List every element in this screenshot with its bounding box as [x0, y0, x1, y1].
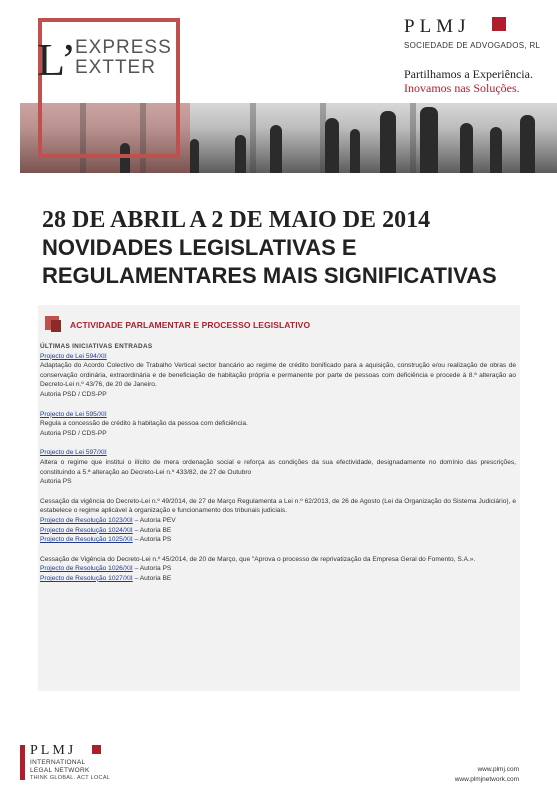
- section-subheading: ÚLTIMAS INICIATIVAS ENTRADAS: [40, 343, 153, 350]
- resolution-link[interactable]: Projecto de Resolução 1026/XII: [40, 565, 133, 573]
- initiative-link[interactable]: Projecto de Lei 597/XII: [40, 449, 107, 457]
- photo-silhouette: [490, 127, 502, 173]
- header: [0, 0, 557, 175]
- resolution-group-description: Cessação da vigência do Decreto-Lei n.º 49/2014, de 27 de Março Regulamenta a Lei n.º 62/2013, de 26 de Agosto (Lei da Organização do Sistema Judiciário), e estabelece o regime aplicável à organização e funcionamento dos tribunais judiciais.: [40, 497, 516, 515]
- initiative-link[interactable]: Projecto de Lei 594/XII: [40, 352, 107, 360]
- footer-url-plmj[interactable]: www.plmj.com: [477, 766, 519, 773]
- page-title: [42, 206, 522, 290]
- footer-logo: PLMJ: [30, 743, 77, 758]
- initiative-author: Autoria PSD / CDS-PP: [40, 390, 107, 398]
- resolution-row: [40, 564, 516, 574]
- resolution-row: [40, 574, 516, 584]
- photo-silhouette: [380, 111, 396, 173]
- firm-logo: PLMJ: [404, 16, 471, 37]
- resolution-link[interactable]: Projecto de Resolução 1023/XII: [40, 516, 133, 524]
- resolution-author: – Autoria BE: [132, 526, 172, 534]
- tagline-experience: Partilhamos a Experiência.: [404, 67, 533, 81]
- logo-letter: L’: [37, 34, 77, 85]
- initiative-item: [40, 448, 516, 486]
- footer-logo-square: [92, 745, 101, 754]
- title-line-3: REGULAMENTARES MAIS SIGNIFICATIVAS: [42, 263, 497, 288]
- photo-silhouette: [420, 107, 438, 173]
- resolution-row: [40, 535, 516, 545]
- section-heading: ACTIVIDADE PARLAMENTAR E PROCESSO LEGISLATIVO: [70, 320, 311, 330]
- initiative-item: [40, 410, 516, 439]
- initiative-description: Regula a concessão de crédito à habitação da pessoa com deficiência.: [40, 420, 248, 428]
- photo-silhouette: [520, 115, 535, 173]
- footer-network-line2: LEGAL NETWORK: [30, 767, 90, 774]
- photo-silhouette: [190, 139, 199, 173]
- logo-word-express: EXPRESS: [75, 37, 172, 58]
- resolution-author: – Autoria PS: [132, 565, 172, 573]
- resolution-author: – Autoria PS: [132, 536, 172, 544]
- firm-logo-square: [492, 17, 506, 31]
- photo-silhouette: [350, 129, 360, 173]
- initiative-author: Autoria PS: [40, 478, 72, 486]
- firm-subtitle: SOCIEDADE DE ADVOGADOS, RL: [404, 41, 541, 50]
- resolution-row: [40, 526, 516, 536]
- photo-beam: [410, 103, 416, 173]
- tagline-solutions: Inovamos nas Soluções.: [404, 81, 520, 95]
- resolution-link[interactable]: Projecto de Resolução 1027/XII: [40, 574, 133, 582]
- footer-network-line1: INTERNATIONAL: [30, 759, 86, 766]
- initiative-description: Adaptação do Acordo Colectivo de Trabalho Vertical sector bancário ao regime de crédito bonificado para a aquisição, construção e/ou realização de obras de conservação ordinária, extraordinária e de beneficiação de habitação própria e permanente por parte de pessoas com deficiência e procede à 8.ª alteração ao Decreto-Lei n.º 43/76, de 20 de Janeiro.: [40, 362, 516, 389]
- initiative-description: Altera o regime que institui o ilícito de mera ordenação social e reforça as condições da sua efectividade, designadamente no domínio das prescrições, constituindo a 5.ª alteração ao Decreto-Lei n.º 433/82, de 27 de Outubro: [40, 458, 516, 476]
- photo-silhouette: [270, 125, 282, 173]
- section-body: [40, 342, 516, 583]
- title-dates: 28 DE ABRIL A 2 DE MAIO DE 2014: [42, 207, 431, 233]
- initiative-author: Autoria PSD / CDS-PP: [40, 429, 107, 437]
- section-marker-shadow: [51, 320, 61, 332]
- photo-silhouette: [325, 118, 339, 173]
- resolution-row: [40, 516, 516, 526]
- initiative-link[interactable]: Projecto de Lei 595/XII: [40, 410, 107, 418]
- photo-beam: [250, 103, 256, 173]
- photo-silhouette: [235, 135, 246, 173]
- resolution-group: [40, 555, 516, 584]
- photo-silhouette: [460, 123, 473, 173]
- logo-word-exter: EXTTER: [75, 57, 156, 78]
- resolution-group: [40, 497, 516, 545]
- resolution-author: – Autoria BE: [132, 574, 172, 582]
- footer-url-network[interactable]: www.plmjnetwork.com: [454, 776, 519, 783]
- footer-accent-bar: [20, 745, 25, 780]
- resolution-author: – Autoria PEV: [132, 516, 176, 524]
- initiative-item: [40, 352, 516, 400]
- resolution-link[interactable]: Projecto de Resolução 1024/XII: [40, 526, 133, 534]
- title-line-2: NOVIDADES LEGISLATIVAS E: [42, 235, 357, 260]
- resolution-group-description: Cessação de Vigência do Decreto-Lei n.º 45/2014, de 20 de Março, que "Aprova o processo de reprivatização da Empresa Geral do Fomento, S.A.».: [40, 555, 476, 563]
- footer-slogan: THINK GLOBAL. ACT LOCAL: [30, 775, 111, 781]
- resolution-link[interactable]: Projecto de Resolução 1025/XII: [40, 536, 133, 544]
